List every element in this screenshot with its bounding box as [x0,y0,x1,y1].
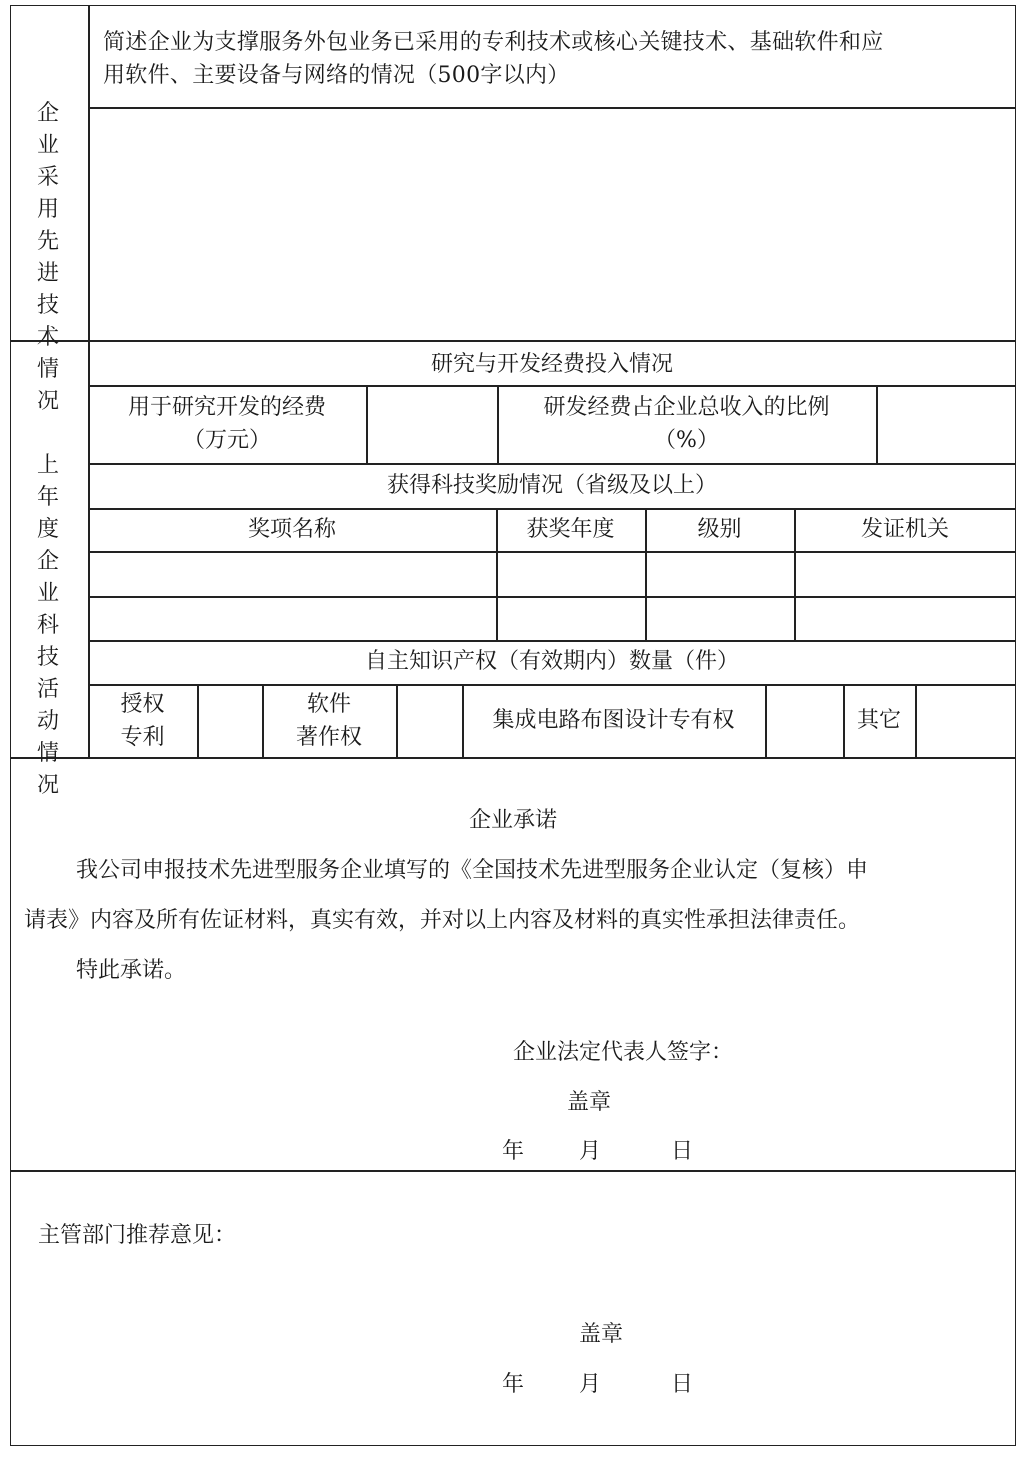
awards-table-row[interactable] [90,553,1014,595]
ip-ic-layout-value-cell[interactable] [767,686,842,756]
divider-commitment-recommendation [10,1170,1016,1172]
tech-description-area[interactable] [90,109,1014,339]
ip-software-value-cell[interactable] [398,686,461,756]
tech-prompt-line1: 简述企业为支撑服务外包业务已采用的专利技术或核心关键技术、基础软件和应 [103,30,884,55]
tech-prompt-line2: 用软件、主要设备与网络的情况（500字以内） [103,63,570,88]
recommendation-label: 主管部门推荐意见： [38,1223,237,1248]
recommendation-date-month: 月 [579,1372,602,1397]
recommendation-date-day: 日 [671,1372,694,1397]
funding-label-line2: （万元） [182,428,271,453]
ratio-label-line1: 研发经费占企业总收入的比例 [543,395,830,420]
signature-label: 企业法定代表人签字： [513,1040,734,1065]
funding-label-line1: 用于研究开发的经费 [127,395,326,420]
ip-software-label-line2: 著作权 [295,725,362,750]
ip-patent-label-line2: 专利 [120,725,165,750]
commitment-closing: 特此承诺。 [76,958,187,983]
divider-funding-row [88,463,1016,465]
commitment-date-year: 年 [502,1139,525,1164]
commitment-title: 企业承诺 [468,808,557,833]
ip-ic-layout-label: 集成电路布图设计专有权 [492,708,735,733]
ip-other-label: 其它 [856,708,901,733]
ip-other-value-cell[interactable] [917,686,1015,756]
ip-software-label-line1: 软件 [306,692,351,717]
ratio-label-line2: （%） [654,428,719,453]
funding-value-cell[interactable] [368,387,496,462]
ip-title: 自主知识产权（有效期内）数量（件） [364,649,739,674]
commitment-date-day: 日 [671,1139,694,1164]
divider-awards-title [88,508,1016,510]
ip-patent-value-cell[interactable] [199,686,261,756]
divider-rd-commitment [10,757,1016,759]
recommendation-date-year: 年 [502,1372,525,1397]
tech-side-label: 企业采用先进技术情况 [36,101,59,414]
awards-header-name: 奖项名称 [247,517,336,542]
rd-side-label: 上年度企业科技活动情况 [36,453,59,798]
awards-title: 获得科技奖励情况（省级及以上） [386,473,717,498]
awards-header-year: 获奖年度 [526,517,615,542]
commitment-date-month: 月 [579,1139,602,1164]
recommendation-seal-label: 盖章 [579,1322,624,1347]
commitment-paragraph-line1: 我公司申报技术先进型服务企业填写的《全国技术先进型服务企业认定（复核）申 [76,858,869,883]
awards-table-row[interactable] [90,598,1014,639]
commitment-seal-label: 盖章 [567,1090,612,1115]
awards-header-level: 级别 [697,517,742,542]
ip-patent-label-line1: 授权 [120,692,165,717]
ratio-value-cell[interactable] [878,387,1015,462]
funding-title: 研究与开发经费投入情况 [430,352,673,377]
divider-awards-row2 [88,640,1016,642]
recommendation-opinion-area[interactable] [12,1260,1014,1300]
commitment-paragraph-line2: 请表》内容及所有佐证材料，真实有效，并对以上内容及材料的真实性承担法律责任。 [24,908,861,933]
divider-tech-rd [10,340,1016,342]
awards-header-authority: 发证机关 [860,517,949,542]
